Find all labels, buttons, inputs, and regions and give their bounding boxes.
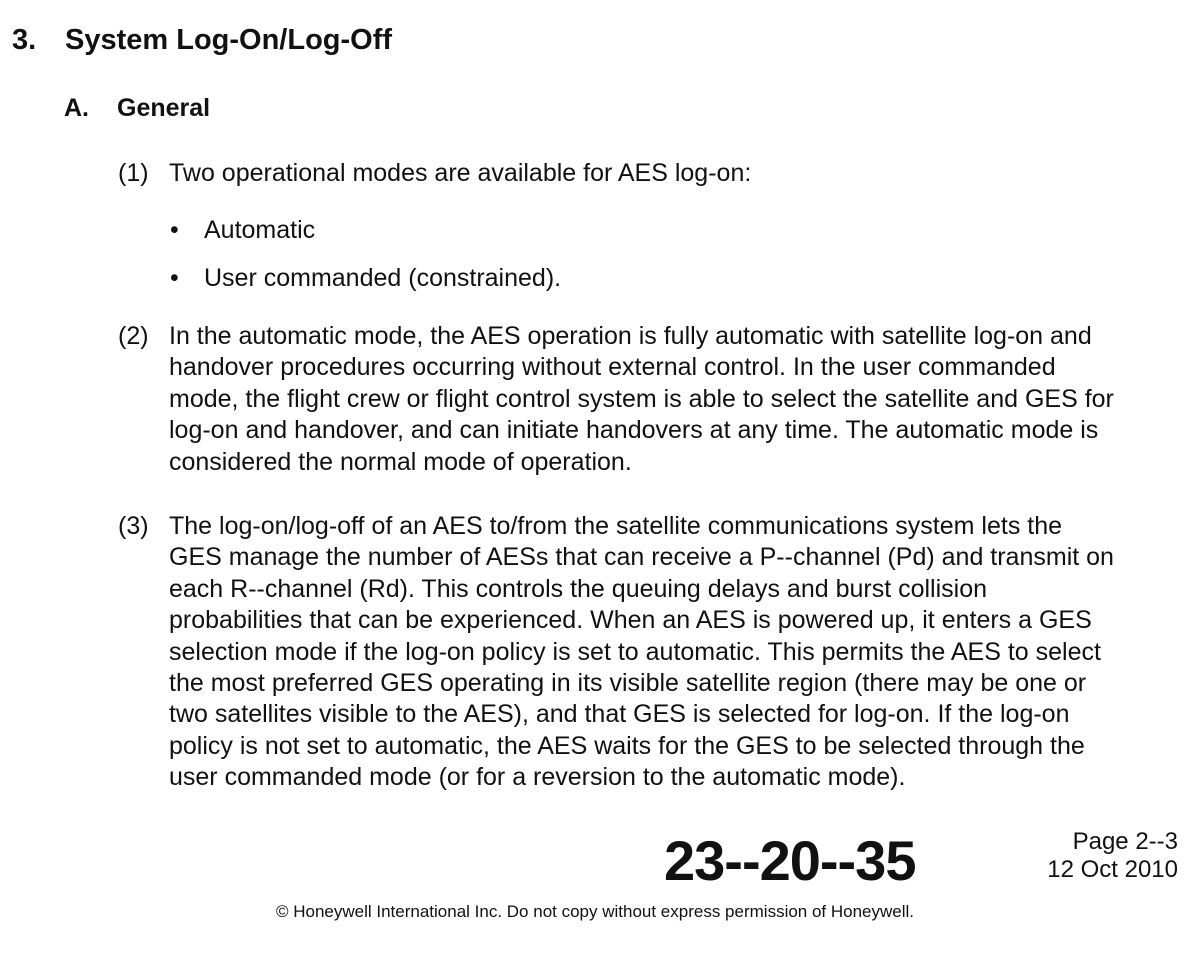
bullet-icon: • <box>170 216 179 244</box>
paragraph-text <box>169 511 1193 794</box>
paragraph-line: The log-on/log-off of an AES to/from the satellite communications system lets the <box>169 512 1063 540</box>
page-number: Page 2--3 <box>1072 828 1178 855</box>
paragraph-line: the most preferred GES operating in its visible satellite region (there may be one or <box>169 669 1087 698</box>
paragraph-line: log-on and handover, and can initiate handovers at any time. The automatic mode is <box>169 416 1099 445</box>
paragraph-line: GES manage the number of AESs that can receive a P--channel (Pd) and transmit on <box>169 543 1114 572</box>
paragraph-line: user commanded mode (or for a reversion to the automatic mode). <box>169 763 906 792</box>
paragraph-1 <box>118 158 1193 189</box>
paragraph-3 <box>118 511 1193 794</box>
revision-date: 12 Oct 2010 <box>1047 856 1178 883</box>
paragraph-line: considered the normal mode of operation. <box>169 447 632 476</box>
paragraph-line: policy is not set to automatic, the AES waits for the GES to be selected through the <box>169 731 1085 760</box>
paragraph-line: probabilities that can be experienced. When an AES is powered up, it enters a GES <box>169 606 1092 635</box>
copyright-notice: © Honeywell International Inc. Do not copy without express permission of Honeywell. <box>275 902 915 921</box>
paragraph-line: In the automatic mode, the AES operation is fully automatic with satellite log-on and <box>169 322 1092 350</box>
paragraph-number: (2) <box>118 322 149 350</box>
page-info <box>1047 828 1178 884</box>
paragraph-line: selection mode if the log-on policy is set to automatic. This permits the AES to select <box>169 637 1101 666</box>
bullet-item <box>170 215 315 246</box>
paragraph-line: each R--channel (Rd). This controls the queuing delays and burst collision <box>169 574 988 603</box>
bullet-icon: • <box>170 264 179 292</box>
bullet-text: Automatic <box>204 216 316 244</box>
paragraph-text <box>169 321 1193 478</box>
paragraph-line: Two operational modes are available for AES log-on: <box>169 159 752 187</box>
bullet-item <box>170 263 561 294</box>
subsection-title: General <box>117 94 211 122</box>
paragraph-line: mode, the flight crew or flight control system is able to select the satellite and GES for <box>169 384 1114 413</box>
document-code: 23--20--35 <box>664 829 916 892</box>
section-number: 3. <box>12 24 37 56</box>
paragraph-number: (3) <box>118 512 149 540</box>
paragraph-number: (1) <box>118 159 149 187</box>
subsection-number: A. <box>64 94 89 122</box>
subsection-heading <box>64 92 210 124</box>
paragraph-2 <box>118 321 1193 478</box>
section-title: System Log-On/Log-Off <box>65 24 393 56</box>
paragraph-text <box>169 158 1193 189</box>
bullet-text: User commanded (constrained). <box>204 264 562 292</box>
paragraph-line: handover procedures occurring without external control. In the user commanded <box>169 353 1056 382</box>
section-heading <box>12 22 392 58</box>
paragraph-line: two satellites visible to the AES), and that GES is selected for log-on. If the log-on <box>169 700 1070 729</box>
